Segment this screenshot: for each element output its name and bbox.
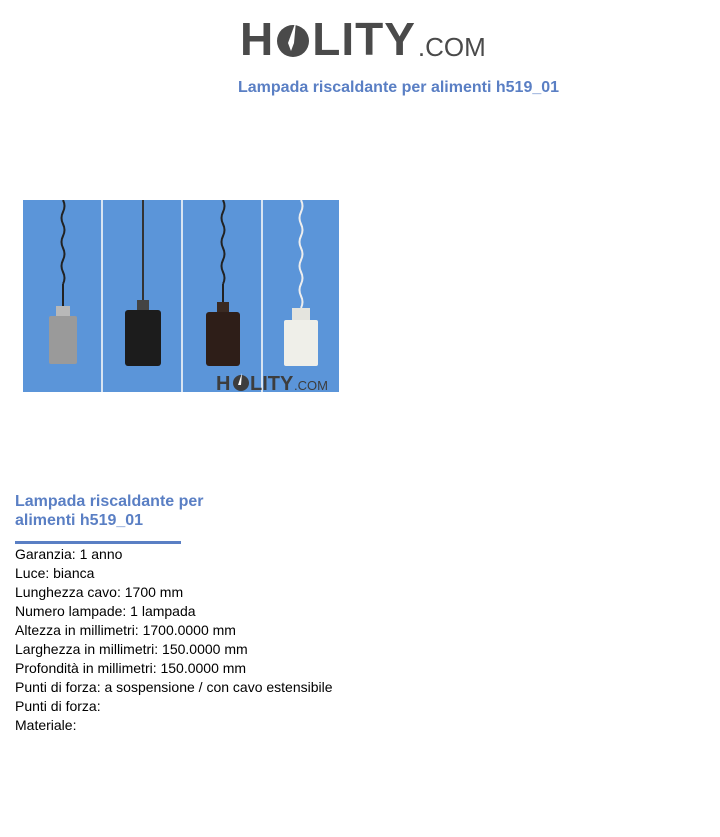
panel-divider xyxy=(101,200,103,392)
spec-strengths-empty: Punti di forza: xyxy=(15,698,101,714)
logo-letters-lity: LITY xyxy=(312,13,416,65)
spec-strengths: Punti di forza: a sospensione / con cavo estensibile xyxy=(15,679,333,695)
page-title: Lampada riscaldante per alimenti h519_01 xyxy=(238,79,560,96)
spec-height: Altezza in millimetri: 1700.0000 mm xyxy=(15,622,236,638)
watermark-letters: LITY xyxy=(250,373,294,392)
spec-width: Larghezza in millimetri: 150.0000 mm xyxy=(15,641,248,657)
spec-cable-length: Lunghezza cavo: 1700 mm xyxy=(15,584,184,600)
spec-list xyxy=(15,545,333,735)
spec-depth: Profondità in millimetri: 150.0000 mm xyxy=(15,660,247,676)
logo-domain-suffix: .COM xyxy=(417,32,486,62)
spec-material: Materiale: xyxy=(15,717,77,733)
panel-divider xyxy=(261,200,263,392)
watermark-letter-h: H xyxy=(216,373,231,392)
section-title: Lampada riscaldante per alimenti h519_01 xyxy=(15,493,204,529)
logo-wordmark xyxy=(240,13,416,65)
section-divider xyxy=(15,541,181,544)
lamp-o-icon xyxy=(275,17,311,61)
spec-warranty: Garanzia: 1 anno xyxy=(15,546,123,562)
watermark-suffix: .COM xyxy=(294,378,328,392)
panel-divider xyxy=(181,200,183,392)
logo-letter-h: H xyxy=(240,13,275,65)
site-logo[interactable] xyxy=(240,12,486,65)
product-image[interactable] xyxy=(23,200,339,392)
spec-light: Luce: bianca xyxy=(15,565,95,581)
spec-lamp-count: Numero lampade: 1 lampada xyxy=(15,603,196,619)
